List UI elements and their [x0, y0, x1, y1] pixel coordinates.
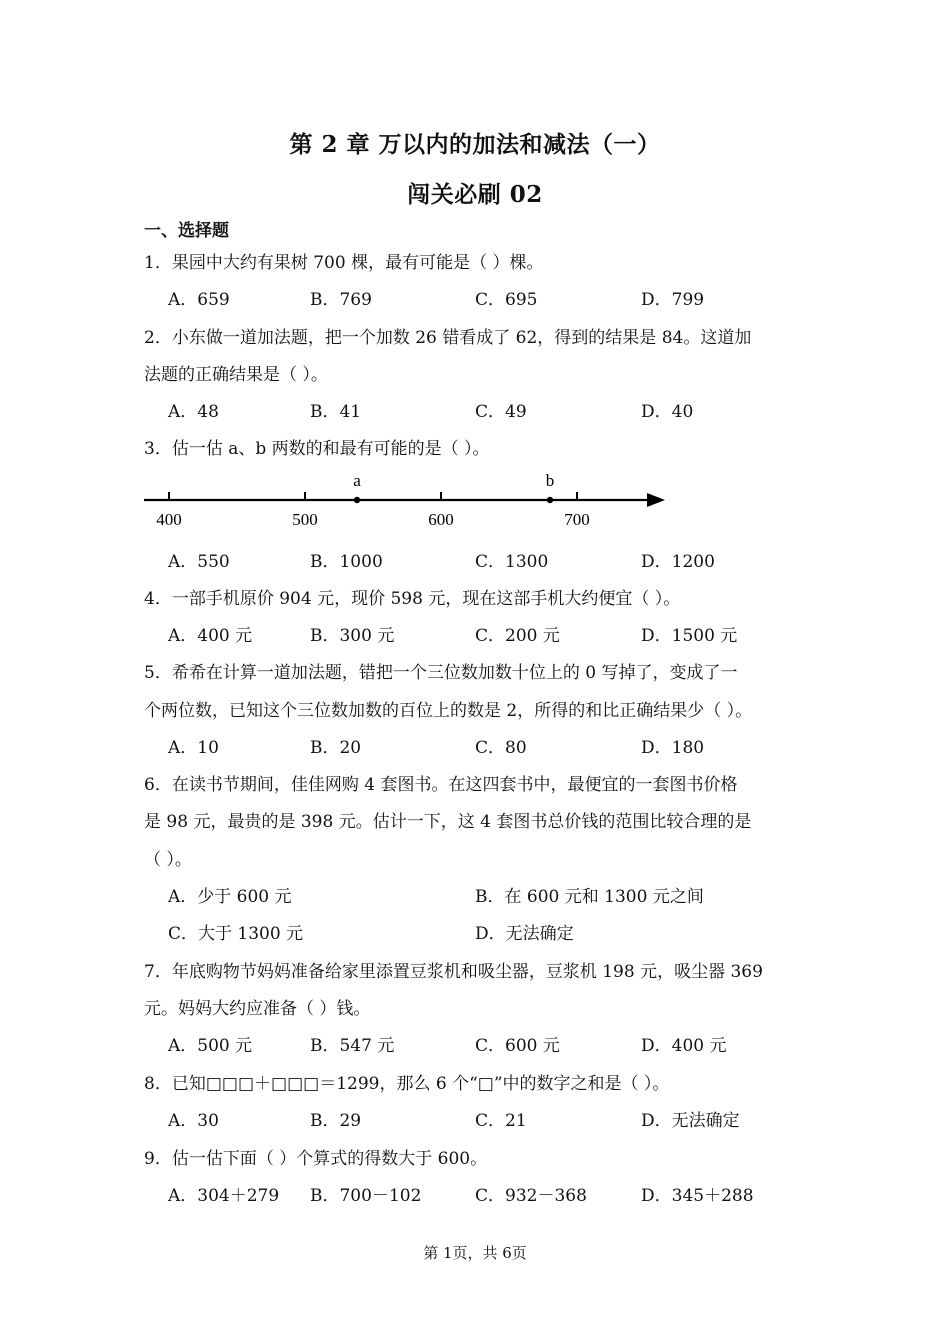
number-line-arrow	[647, 493, 665, 507]
q1-option-d: D．799	[641, 290, 705, 310]
q6-option-b: B．在 600 元和 1300 元之间	[475, 887, 704, 907]
q5-option-c: C．80	[475, 738, 527, 758]
question-3-text: 3．估一估 a、b 两数的和最有可能的是（ ）。	[144, 439, 490, 459]
q4-option-d: D．1500 元	[641, 626, 738, 646]
q1-option-c: C．695	[475, 290, 538, 310]
tick-label-500: 500	[292, 510, 318, 529]
tick-label-700: 700	[564, 510, 590, 529]
q7-option-a: A．500 元	[168, 1036, 253, 1056]
tick-label-400: 400	[156, 510, 182, 529]
question-5-text-line1: 5．希希在计算一道加法题，错把一个三位数加数十位上的 0 写掉了，变成了一	[144, 663, 738, 683]
q3-option-a: A．550	[168, 552, 230, 572]
q4-option-b: B．300 元	[310, 626, 395, 646]
tick-label-600: 600	[428, 510, 454, 529]
q9-option-d: D．345＋288	[641, 1186, 754, 1206]
q5-option-d: D．180	[641, 738, 705, 758]
number-line-figure	[140, 468, 680, 538]
question-6-text-line1: 6．在读书节期间，佳佳网购 4 套图书。在这四套书中，最便宜的一套图书价格	[144, 775, 738, 795]
q4-option-a: A．400 元	[168, 626, 253, 646]
question-2-text-line1: 2．小东做一道加法题，把一个加数 26 错看成了 62，得到的结果是 84。这道加	[144, 328, 752, 348]
question-9-text: 9．估一估下面（ ）个算式的得数大于 600。	[144, 1149, 488, 1169]
q8-option-a: A．30	[168, 1111, 219, 1131]
q6-option-c: C．大于 1300 元	[168, 924, 304, 944]
q8-option-d: D．无法确定	[641, 1111, 740, 1131]
q2-option-c: C．49	[475, 402, 527, 422]
q9-option-b: B．700－102	[310, 1186, 422, 1206]
point-a-dot	[354, 497, 360, 503]
question-8-text: 8．已知□□□＋□□□＝1299，那么 6 个“□”中的数字之和是（ ）。	[144, 1074, 670, 1094]
q4-option-c: C．200 元	[475, 626, 560, 646]
q7-option-d: D．400 元	[641, 1036, 727, 1056]
question-7-text-line1: 7．年底购物节妈妈准备给家里添置豆浆机和吸尘器，豆浆机 198 元，吸尘器 369	[144, 962, 763, 982]
q7-option-b: B．547 元	[310, 1036, 395, 1056]
question-1-text: 1．果园中大约有果树 700 棵，最有可能是（ ）棵。	[144, 253, 544, 273]
q3-option-d: D．1200	[641, 552, 715, 572]
q8-option-c: C．21	[475, 1111, 527, 1131]
section-heading: 一、选择题	[144, 221, 229, 241]
question-5-text-line2: 个两位数，已知这个三位数加数的百位上的数是 2，所得的和比正确结果少（ ）。	[144, 701, 753, 721]
point-b-dot	[547, 497, 553, 503]
q7-option-c: C．600 元	[475, 1036, 560, 1056]
question-6-text-line2: 是 98 元，最贵的是 398 元。估计一下，这 4 套图书总价钱的范围比较合理的是	[144, 812, 752, 832]
q8-option-b: B．29	[310, 1111, 362, 1131]
chapter-title: 第 2 章 万以内的加法和减法（一）	[289, 131, 661, 158]
page-footer: 第 1页，共 6页	[423, 1244, 527, 1262]
question-7-text-line2: 元。妈妈大约应准备（ ）钱。	[144, 999, 371, 1019]
q3-option-c: C．1300	[475, 552, 549, 572]
point-b-label: b	[545, 471, 555, 490]
q9-option-a: A．304＋279	[168, 1186, 280, 1206]
q6-option-a: A．少于 600 元	[168, 887, 292, 907]
q2-option-a: A．48	[168, 402, 219, 422]
q2-option-b: B．41	[310, 402, 362, 422]
question-4-text: 4．一部手机原价 904 元，现价 598 元，现在这部手机大约便宜（ ）。	[144, 589, 681, 609]
point-a-label: a	[353, 471, 361, 490]
q2-option-d: D．40	[641, 402, 694, 422]
q6-option-d: D．无法确定	[475, 924, 574, 944]
q9-option-c: C．932－368	[475, 1186, 587, 1206]
question-6-text-line3: （ ）。	[144, 850, 192, 870]
q1-option-b: B．769	[310, 290, 372, 310]
q5-option-a: A．10	[168, 738, 219, 758]
q3-option-b: B．1000	[310, 552, 383, 572]
q1-option-a: A．659	[168, 290, 230, 310]
question-2-text-line2: 法题的正确结果是（ ）。	[144, 365, 328, 385]
worksheet-subtitle: 闯关必刷 02	[407, 181, 543, 208]
q5-option-b: B．20	[310, 738, 362, 758]
